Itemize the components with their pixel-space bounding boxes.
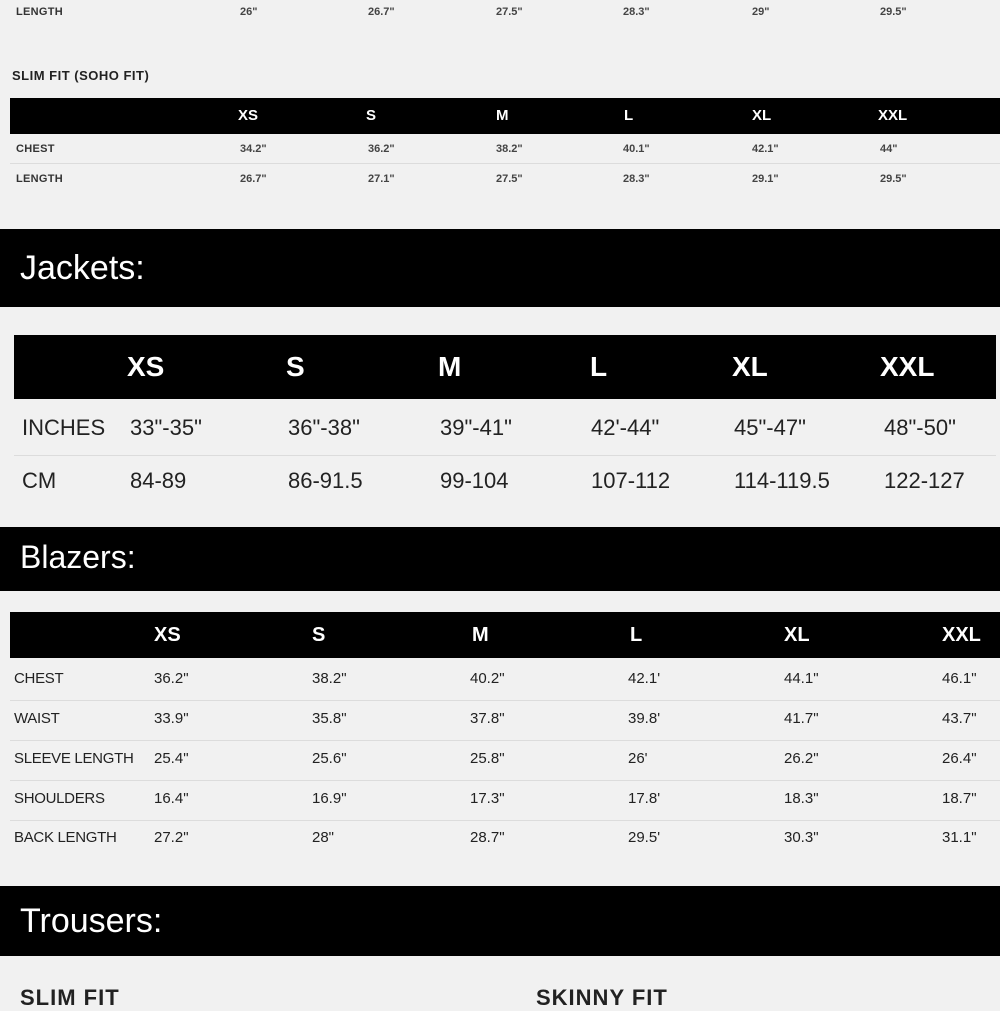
trousers-title: Trousers: — [20, 902, 163, 940]
slim-size-l: L — [624, 107, 634, 124]
jackets-size-m: M — [438, 351, 462, 382]
slim-length-label: LENGTH — [16, 173, 64, 185]
jackets-cm-label: CM — [22, 468, 57, 493]
blazers-sleeve-length-s: 25.6" — [312, 750, 347, 767]
blazers-back-length-xl: 30.3" — [784, 829, 819, 846]
slim-length-l: 28.3" — [623, 173, 650, 185]
trousers-slim-fit-label: SLIM FIT — [20, 985, 120, 1010]
blazers-size-m: M — [472, 624, 489, 646]
blazers-shoulders-xl: 18.3" — [784, 790, 819, 807]
blazers-waist-l: 39.8' — [628, 710, 661, 727]
jackets-inches-l: 42'-44" — [591, 415, 660, 440]
jackets-inches-xxl: 48"-50" — [884, 415, 956, 440]
slim-size-xxl: XXL — [878, 107, 908, 124]
blazers-sleeve-length-label: SLEEVE LENGTH — [14, 750, 134, 767]
slim-chest-s: 36.2" — [368, 143, 395, 155]
blazers-waist-xl: 41.7" — [784, 710, 819, 727]
shirt-length-m: 27.5" — [496, 6, 523, 18]
slim-chest-l: 40.1" — [623, 143, 650, 155]
blazers-chest-xs: 36.2" — [154, 670, 189, 687]
blazers-shoulders-xxl: 18.7" — [942, 790, 977, 807]
jackets-inches-label: INCHES — [22, 415, 106, 440]
slim-length-s: 27.1" — [368, 173, 395, 185]
blazers-sleeve-length-xl: 26.2" — [784, 750, 819, 767]
slim-size-xs: XS — [238, 107, 259, 124]
blazers-waist-m: 37.8" — [470, 710, 505, 727]
blazers-shoulders-label: SHOULDERS — [14, 790, 105, 807]
slim-chest-label: CHEST — [16, 143, 55, 155]
blazers-back-length-xxl: 31.1" — [942, 829, 977, 846]
slim-length-xl: 29.1" — [752, 173, 779, 185]
jackets-size-xs: XS — [127, 351, 165, 382]
jackets-cm-l: 107-112 — [591, 468, 671, 493]
trousers-section-bar — [0, 886, 1000, 956]
blazers-size-xl: XL — [784, 624, 810, 646]
shirt-length-xxl: 29.5" — [880, 6, 907, 18]
blazers-size-l: L — [630, 624, 643, 646]
blazers-title: Blazers: — [20, 539, 136, 575]
blazers-back-length-l: 29.5' — [628, 829, 661, 846]
jackets-cm-xs: 84-89 — [130, 468, 187, 493]
blazers-back-length-label: BACK LENGTH — [14, 829, 117, 846]
blazers-waist-xxl: 43.7" — [942, 710, 977, 727]
blazers-waist-label: WAIST — [14, 710, 60, 727]
blazers-chest-xxl: 46.1" — [942, 670, 977, 687]
jackets-cm-m: 99-104 — [440, 468, 509, 493]
jackets-section-bar — [0, 229, 1000, 307]
trousers-skinny-fit-label: SKINNY FIT — [536, 985, 668, 1010]
slim-length-xs: 26.7" — [240, 173, 267, 185]
jackets-size-xl: XL — [732, 351, 768, 382]
blazers-header-bar — [10, 612, 1000, 658]
blazers-back-length-xs: 27.2" — [154, 829, 189, 846]
slim-size-s: S — [366, 107, 377, 124]
slim-chest-xs: 34.2" — [240, 143, 267, 155]
jackets-cm-xxl: 122-127 — [884, 468, 965, 493]
jackets-size-xxl: XXL — [880, 351, 935, 382]
blazers-row-divider — [10, 700, 1000, 701]
blazers-row-divider — [10, 820, 1000, 821]
jackets-inches-xl: 45"-47" — [734, 415, 806, 440]
shirt-length-xl: 29" — [752, 6, 770, 18]
blazers-sleeve-length-m: 25.8" — [470, 750, 505, 767]
blazers-shoulders-l: 17.8' — [628, 790, 661, 807]
jackets-size-l: L — [590, 351, 608, 382]
jackets-inches-m: 39"-41" — [440, 415, 512, 440]
blazers-sleeve-length-l: 26' — [628, 750, 648, 767]
blazers-chest-xl: 44.1" — [784, 670, 819, 687]
blazers-row-divider — [10, 780, 1000, 781]
blazers-size-xxl: XXL — [942, 624, 981, 646]
blazers-sleeve-length-xs: 25.4" — [154, 750, 189, 767]
blazers-shoulders-m: 17.3" — [470, 790, 505, 807]
blazers-waist-s: 35.8" — [312, 710, 347, 727]
jackets-inches-xs: 33"-35" — [130, 415, 202, 440]
slim-fit-title: SLIM FIT (SOHO FIT) — [12, 68, 150, 83]
slim-length-m: 27.5" — [496, 173, 523, 185]
blazers-waist-xs: 33.9" — [154, 710, 189, 727]
slim-chest-m: 38.2" — [496, 143, 523, 155]
blazers-chest-s: 38.2" — [312, 670, 347, 687]
jackets-size-s: S — [286, 351, 305, 382]
jackets-cm-xl: 114-119.5 — [734, 468, 830, 493]
blazers-shoulders-xs: 16.4" — [154, 790, 189, 807]
slim-row-divider — [10, 163, 1000, 164]
shirt-length-l: 28.3" — [623, 6, 650, 18]
jackets-header-bar — [14, 335, 996, 399]
blazers-size-s: S — [312, 624, 326, 646]
slim-chest-xxl: 44" — [880, 143, 898, 155]
blazers-chest-l: 42.1' — [628, 670, 661, 687]
shirt-length-label: LENGTH — [16, 6, 64, 18]
shirt-length-s: 26.7" — [368, 6, 395, 18]
slim-size-m: M — [496, 107, 509, 124]
blazers-chest-label: CHEST — [14, 670, 64, 687]
slim-size-xl: XL — [752, 107, 772, 124]
jackets-title: Jackets: — [20, 249, 145, 287]
jackets-cm-s: 86-91.5 — [288, 468, 363, 493]
jackets-inches-s: 36"-38" — [288, 415, 360, 440]
blazers-row-divider — [10, 740, 1000, 741]
blazers-chest-m: 40.2" — [470, 670, 505, 687]
blazers-back-length-s: 28" — [312, 829, 335, 846]
slim-length-xxl: 29.5" — [880, 173, 907, 185]
blazers-shoulders-s: 16.9" — [312, 790, 347, 807]
blazers-sleeve-length-xxl: 26.4" — [942, 750, 977, 767]
blazers-section-bar — [0, 527, 1000, 591]
jackets-row-divider — [14, 455, 996, 456]
shirt-length-xs: 26" — [240, 6, 258, 18]
blazers-back-length-m: 28.7" — [470, 829, 505, 846]
slim-fit-header-bar — [10, 98, 1000, 134]
slim-chest-xl: 42.1" — [752, 143, 779, 155]
blazers-size-xs: XS — [154, 624, 181, 646]
